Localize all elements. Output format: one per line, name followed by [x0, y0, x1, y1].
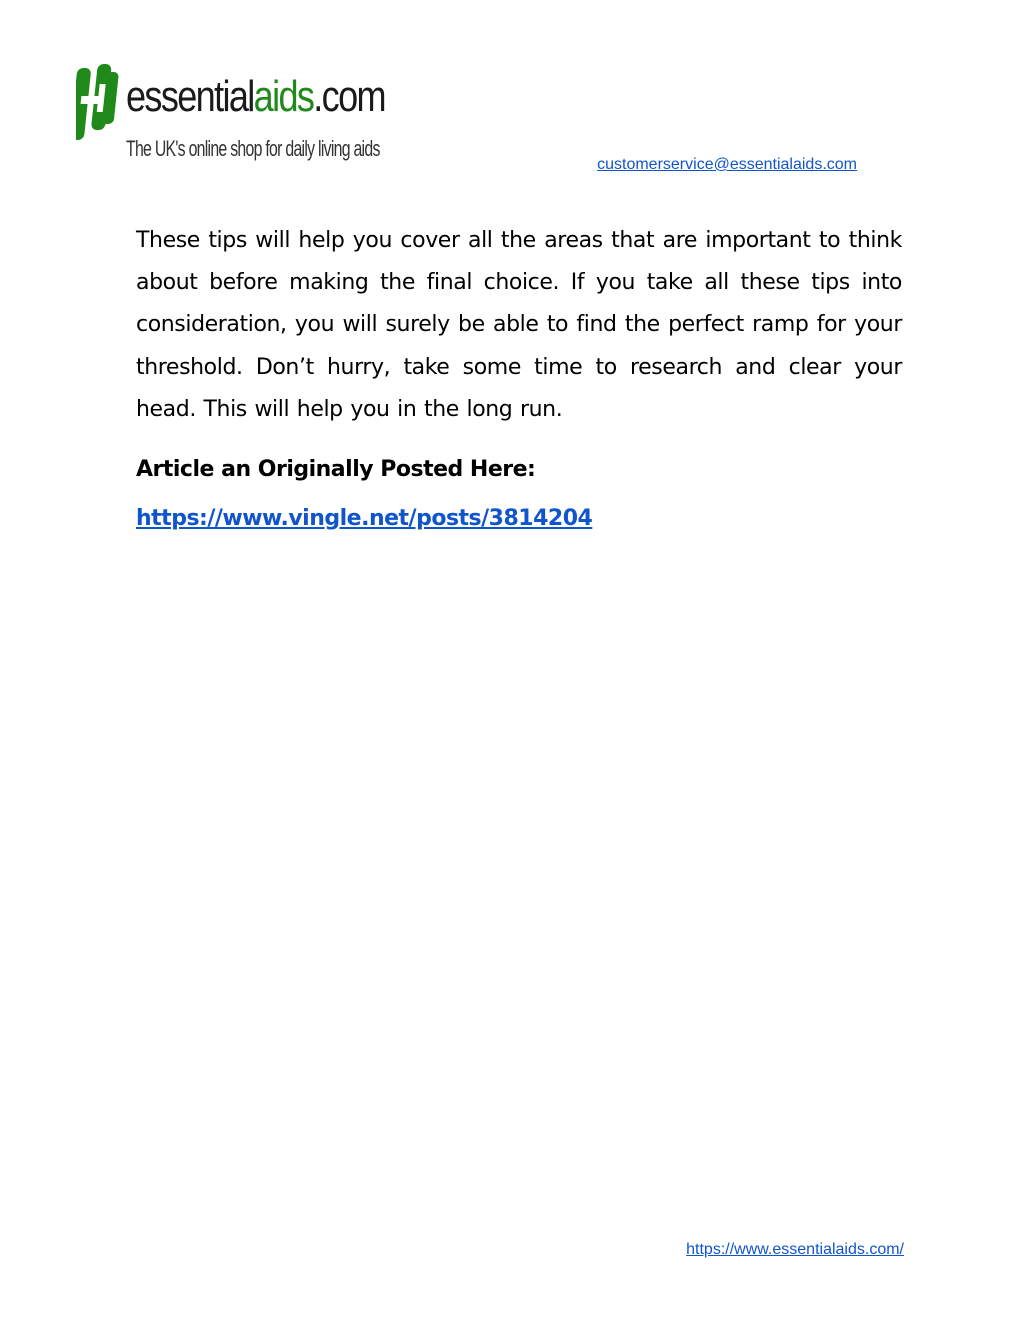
originally-posted-label: Article an Originally Posted Here:: [136, 457, 536, 483]
original-article-link[interactable]: https://www.vingle.net/posts/3814204: [136, 506, 593, 532]
logo-tagline: The UK's online shop for daily living aids: [126, 136, 380, 161]
logo-wordmark: [126, 74, 385, 120]
ed-monogram-logo-icon: [76, 62, 124, 148]
logo-wordmark-suffix: .com: [313, 72, 385, 121]
logo-wordmark-accent: aids: [253, 72, 314, 121]
page-header: [0, 0, 1024, 190]
logo-wordmark-main: essential: [126, 72, 254, 121]
article-paragraph: These tips will help you cover all the areas that are important to think about before making the final choice. If you take all these tips into consideration, you will surely be able to find the perfect ramp for your threshold. Don’t hurry, take some time to research and clear your head. This will help you in the long run.: [136, 228, 902, 422]
customer-service-email-link[interactable]: customerservice@essentialaids.com: [597, 156, 857, 173]
footer-site-link[interactable]: https://www.essentialaids.com/: [686, 1241, 904, 1258]
essentialaids-logo[interactable]: [76, 60, 385, 172]
article-content: [136, 220, 902, 543]
